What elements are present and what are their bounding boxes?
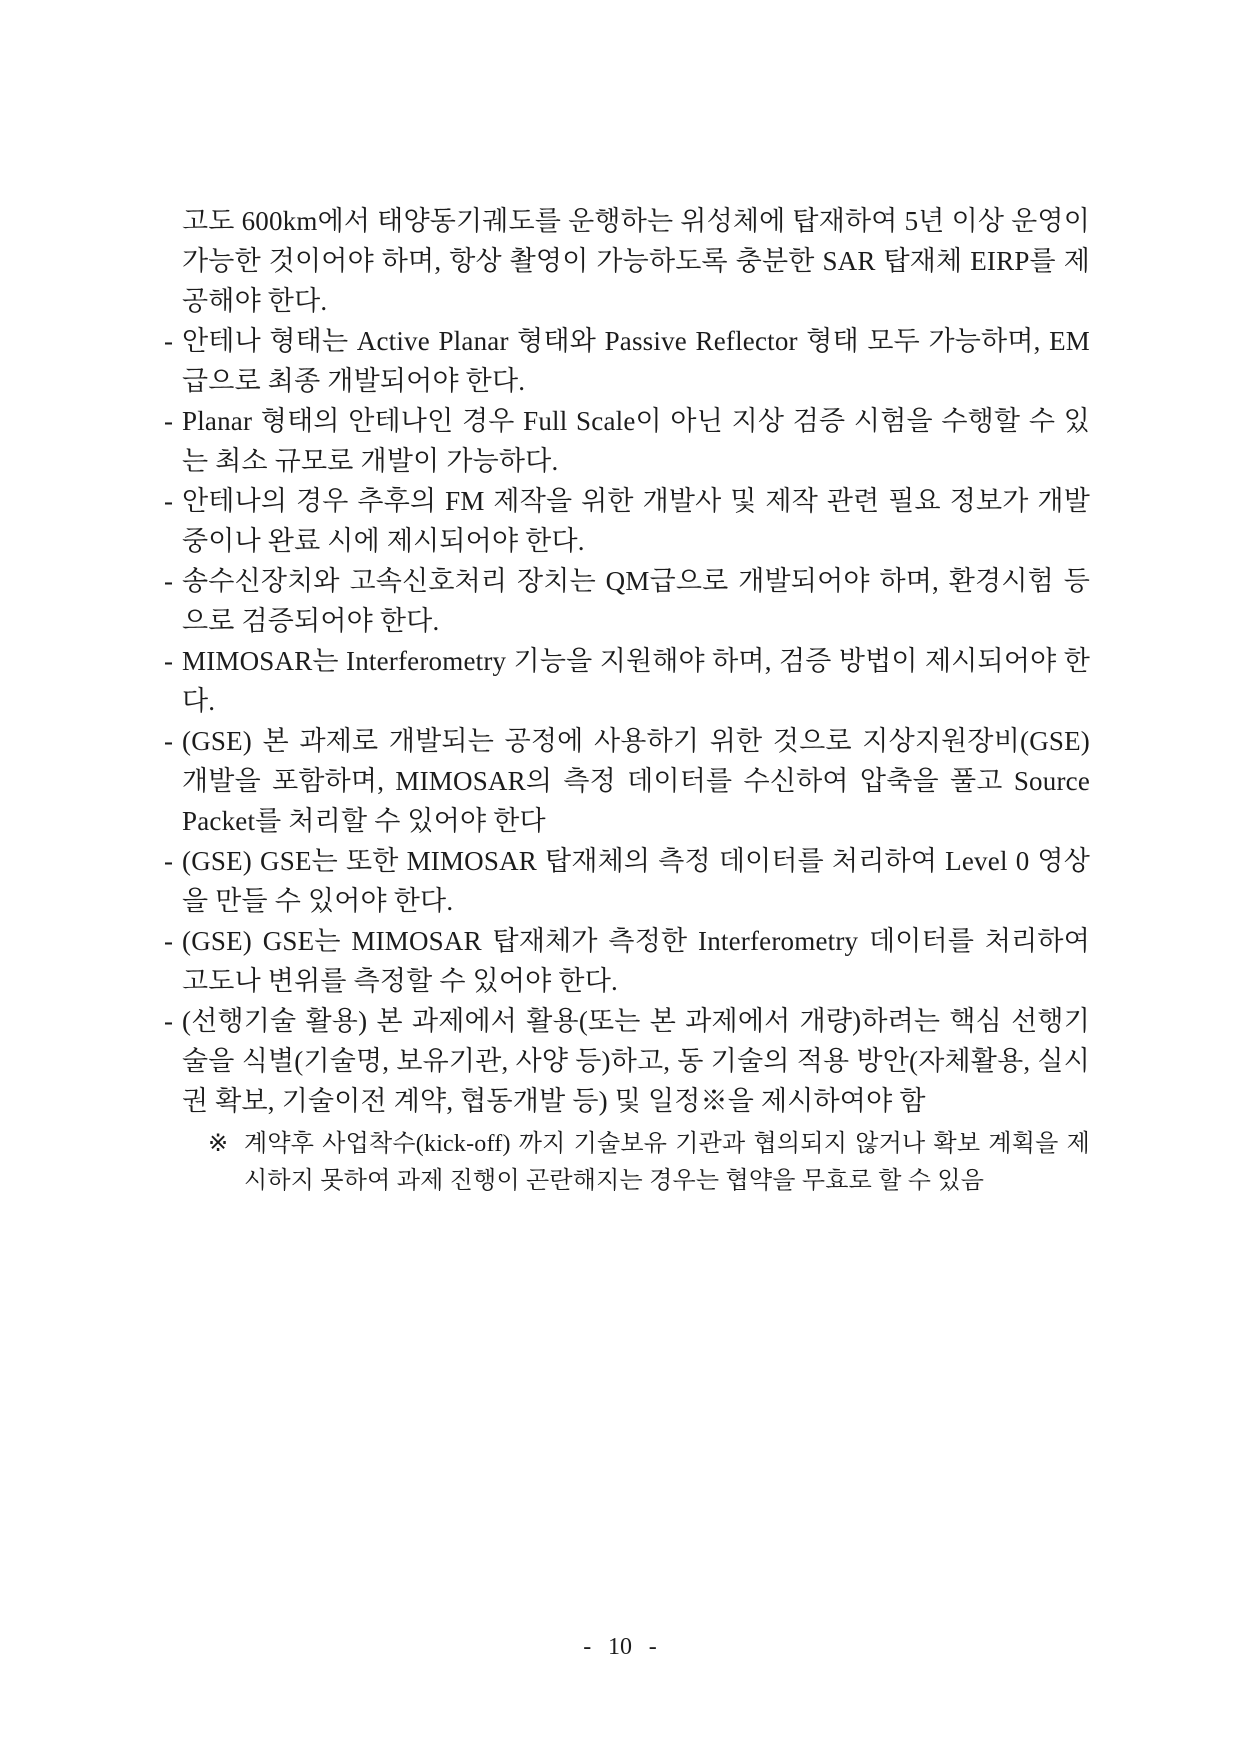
list-item [164,481,1090,561]
list-item [164,841,1090,921]
list-item-text: MIMOSAR는 Interferometry 기능을 지원해야 하며, 검증 방법이 제시되어야 한다. [182,646,1090,716]
dash-bullet-marker: - [164,926,174,956]
list-item [164,321,1090,401]
list-item-text: (GSE) GSE는 MIMOSAR 탑재체가 측정한 Interferometry 데이터를 처리하여 고도나 변위를 측정할 수 있어야 한다. [182,926,1090,996]
list-item [164,921,1090,1001]
reference-mark: ※ [208,1131,229,1157]
dash-bullet-marker: - [164,726,174,756]
dash-bullet-marker: - [164,1006,174,1036]
list-item [164,1001,1090,1121]
list-item-text: (GSE) GSE는 또한 MIMOSAR 탑재체의 측정 데이터를 처리하여 Level 0 영상을 만들 수 있어야 한다. [182,846,1090,916]
dash-bullet-marker: - [164,646,174,676]
paragraph-text: 고도 600km에서 태양동기궤도를 운행하는 위성체에 탑재하여 5년 이상 운영이 가능한 것이어야 하며, 항상 촬영이 가능하도록 충분한 SAR 탑재체 EIRP를 제공해야 한다. [182,206,1090,316]
dash-bullet-marker: - [164,406,174,436]
paragraph-continuation [164,201,1090,321]
list-item-text: 안테나의 경우 추후의 FM 제작을 위한 개발사 및 제작 관련 필요 정보가 개발 중이나 완료 시에 제시되어야 한다. [182,486,1090,556]
list-item-text: (GSE) 본 과제로 개발되는 공정에 사용하기 위한 것으로 지상지원장비(GSE) 개발을 포함하며, MIMOSAR의 측정 데이터를 수신하여 압축을 풀고 Source Packet를 처리할 수 있어야 한다 [182,726,1090,836]
list-item [164,721,1090,841]
list-item [164,401,1090,481]
dash-bullet-marker: - [164,486,174,516]
footnote-text: 계약후 사업착수(kick-off) 까지 기술보유 기관과 협의되지 않거나 확보 계획을 제시하지 못하여 과제 진행이 곤란해지는 경우는 협약을 무효로 할 수 있음 [244,1131,1090,1194]
list-item-text: Planar 형태의 안테나인 경우 Full Scale이 아닌 지상 검증 시험을 수행할 수 있는 최소 규모로 개발이 가능하다. [182,406,1090,476]
list-item-text: (선행기술 활용) 본 과제에서 활용(또는 본 과제에서 개량)하려는 핵심 선행기술을 식별(기술명, 보유기관, 사양 등)하고, 동 기술의 적용 방안(자체활용, 실시권 확보, 기술이전 계약, 협동개발 등) 및 일정※을 제시하여야 함 [182,1006,1090,1116]
dash-bullet-marker: - [164,326,174,356]
list-item-text: 송수신장치와 고속신호처리 장치는 QM급으로 개발되어야 하며, 환경시험 등으로 검증되어야 한다. [182,566,1090,636]
list-item [164,641,1090,721]
list-item [164,561,1090,641]
page-number: - 10 - [583,1634,657,1660]
dash-bullet-marker: - [164,846,174,876]
footnote-item [164,1126,1090,1200]
body-text [164,201,1090,1200]
list-item-text: 안테나 형태는 Active Planar 형태와 Passive Reflector 형태 모두 가능하며, EM급으로 최종 개발되어야 한다. [182,326,1090,396]
dash-bullet-marker: - [164,566,174,596]
